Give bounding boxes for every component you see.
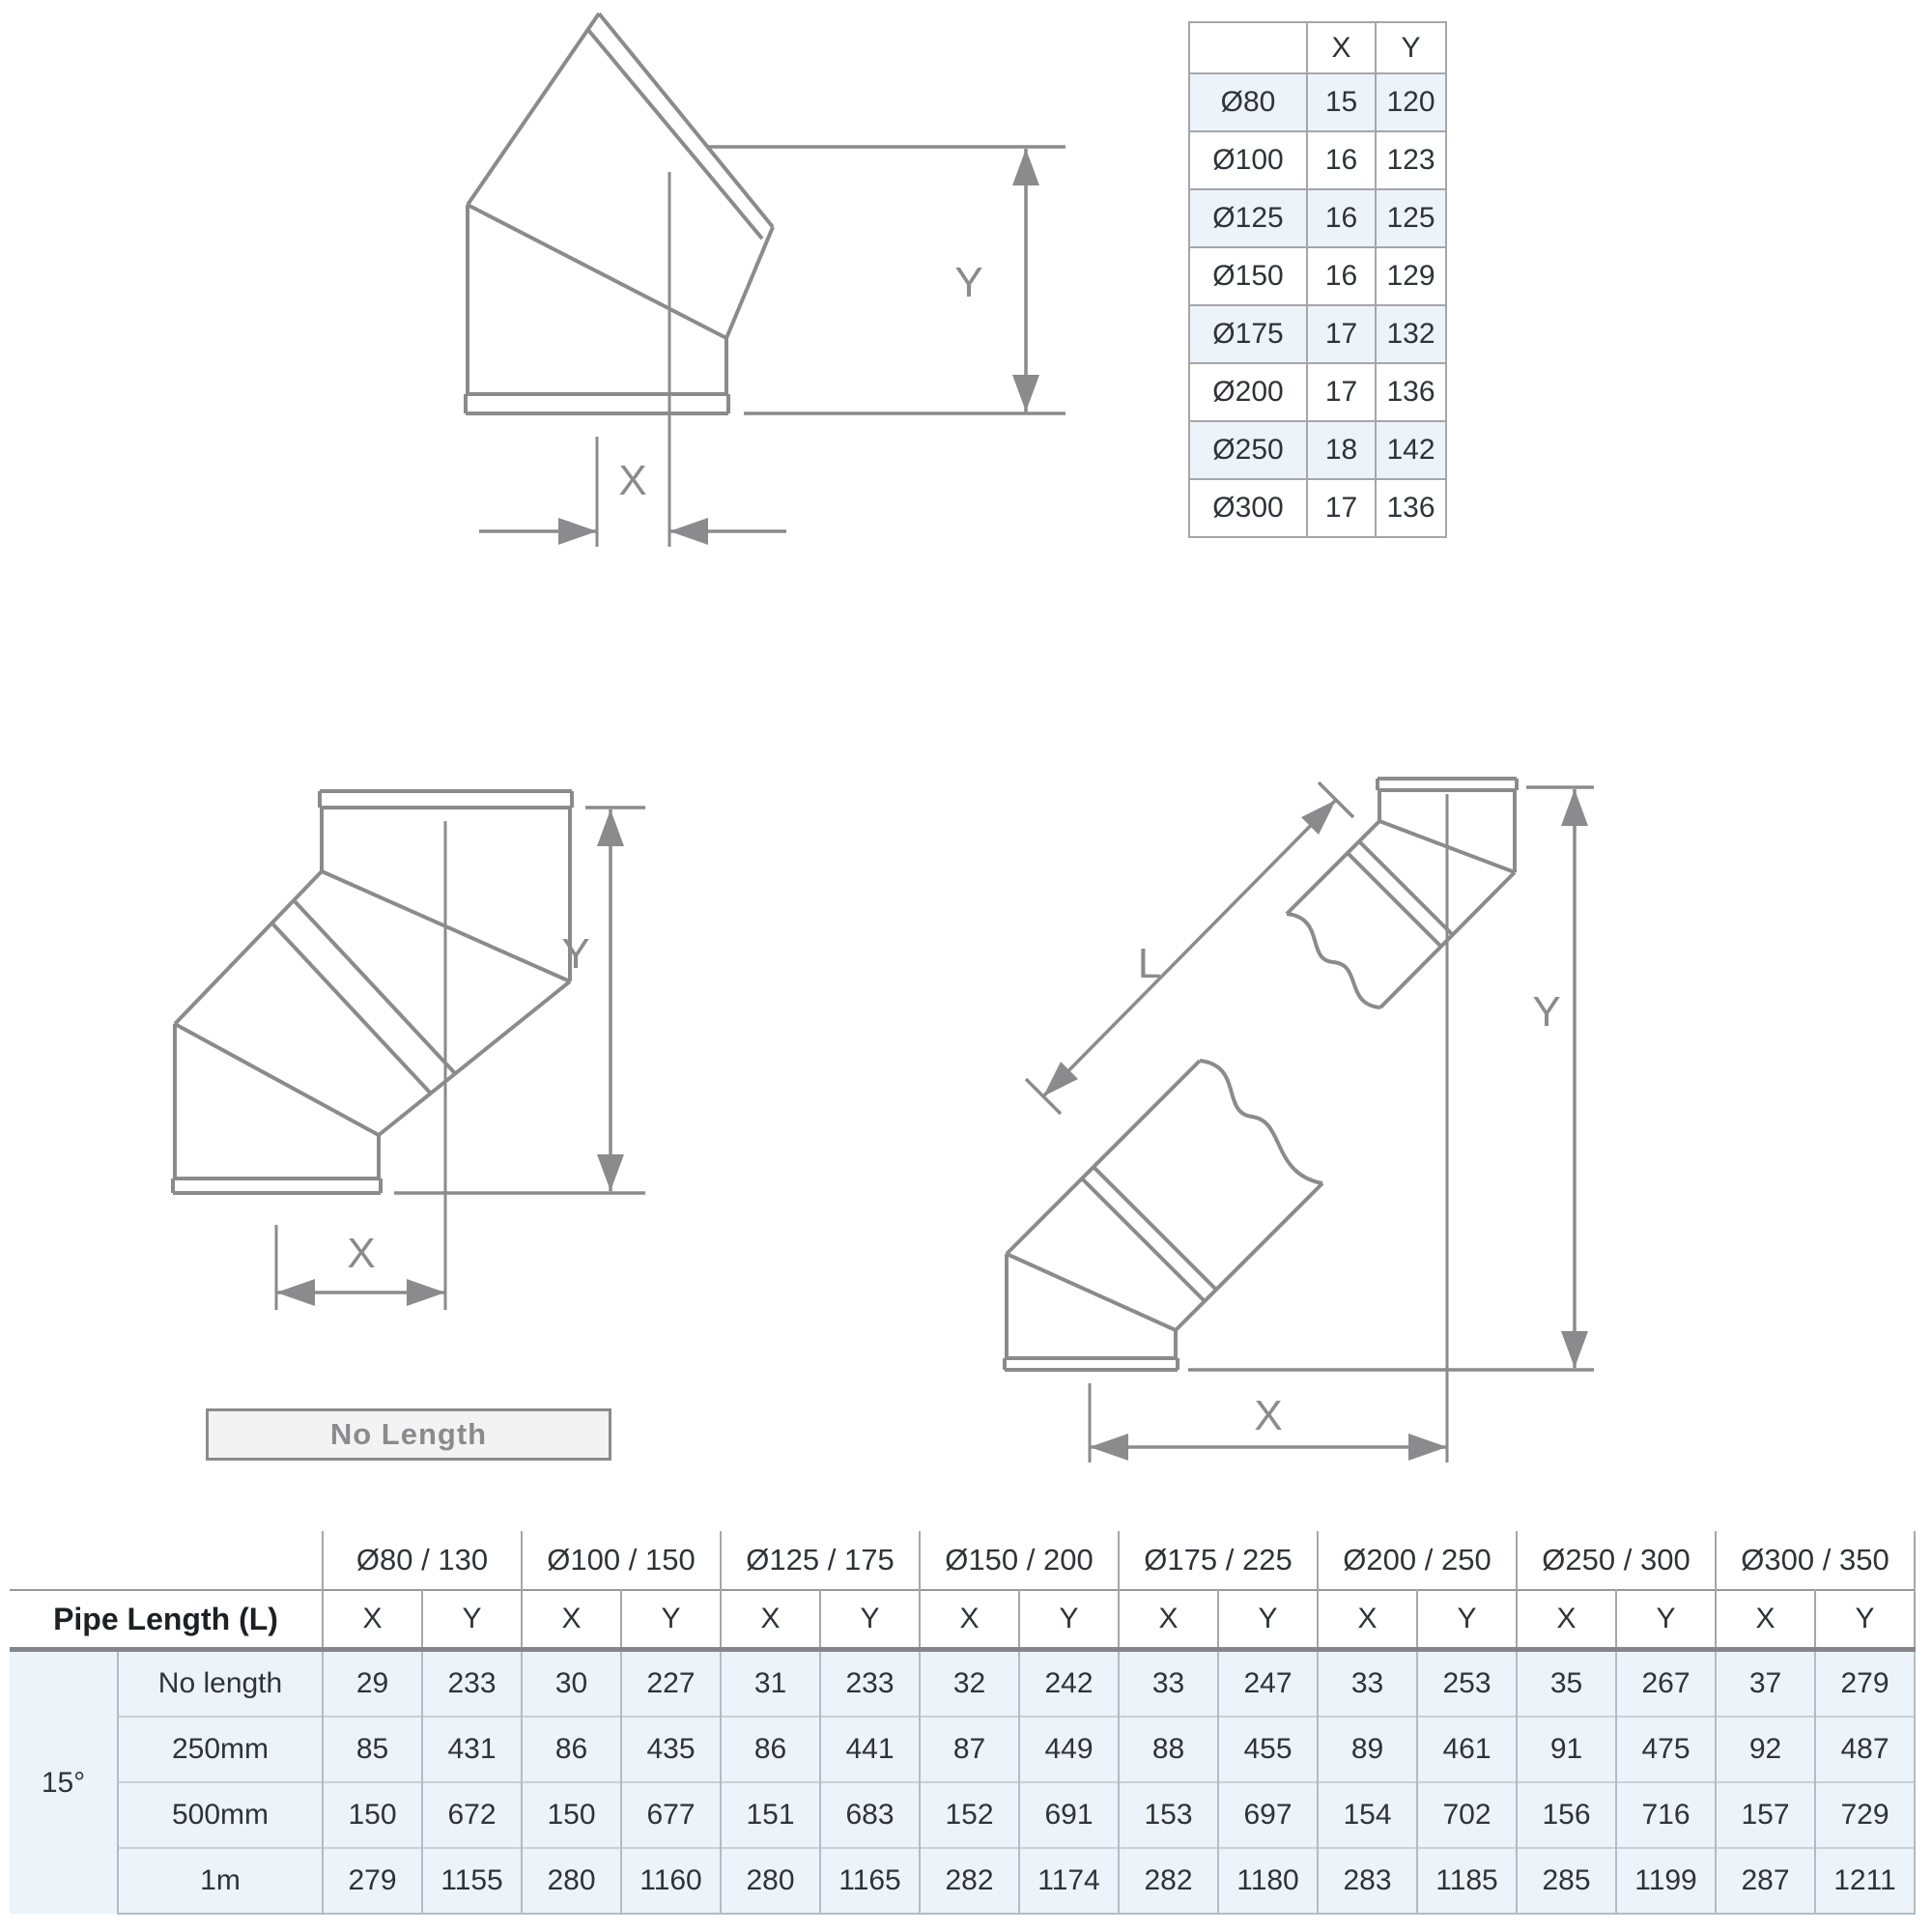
corner-cell	[1189, 22, 1307, 73]
angle-cell: 15°	[10, 1650, 118, 1915]
table-row: Ø250 18 142	[1189, 421, 1446, 479]
offset-l-pipe-lower	[1007, 1061, 1322, 1330]
arrow-up-icon	[1012, 149, 1039, 185]
dimension-label-x: X	[1254, 1392, 1283, 1439]
table-row: 250mm 85 431 86 435 86 441 87 449 88 455 89 461 91 475 92 487	[10, 1717, 1915, 1782]
elbow-body-outline	[468, 14, 773, 394]
table-row: Ø100 16 123	[1189, 131, 1446, 189]
arrow-up-icon	[597, 810, 624, 846]
arrow-right-icon	[558, 518, 597, 545]
table-row: 500mm 150 672 150 677 151 683 152 691 153 697 154 702 156 716 157 729	[10, 1782, 1915, 1848]
dimension-label-l: L	[1137, 940, 1162, 987]
no-length-badge: No Length	[206, 1408, 611, 1461]
offset-mid-section	[175, 871, 570, 1135]
dimension-label-y: Y	[1532, 988, 1561, 1036]
arrow-down-icon	[597, 1154, 624, 1191]
dimension-label-y: Y	[954, 259, 983, 306]
arrow-left-icon	[276, 1279, 315, 1306]
offset-y-dimension	[394, 808, 645, 1193]
table-row: Ø80 15 120	[1189, 73, 1446, 131]
offset-l-pipe-upper	[1287, 821, 1515, 1008]
arrow-right-icon	[1408, 1434, 1447, 1461]
pipe-length-header: Pipe Length (L)	[10, 1590, 323, 1650]
offset-l-bottom-pipe	[1005, 1254, 1178, 1370]
arrow-down-icon	[1012, 375, 1039, 412]
pipe-length-table	[10, 1531, 1916, 1915]
elbow-flange	[466, 394, 728, 413]
arrow-left-icon	[669, 518, 708, 545]
elbow-y-dimension	[707, 147, 1065, 413]
offset-no-length-drawing	[173, 791, 645, 1310]
col-header-x: X	[1307, 22, 1376, 73]
blank-cell	[10, 1531, 323, 1590]
arrow-right-icon	[407, 1279, 445, 1306]
pipe-break-symbol	[1200, 914, 1380, 1183]
table-row: Ø300 17 136	[1189, 479, 1446, 537]
dimension-label-y: Y	[561, 930, 590, 978]
table-row: 1m 279 1155 280 1160 280 1165 282 1174 282 1180 283 1185 285 1199 287 1211	[10, 1848, 1915, 1914]
offset-with-length-drawing	[1005, 779, 1594, 1463]
offset-joint-ring	[271, 901, 454, 1094]
offset-bottom-pipe	[173, 1024, 381, 1193]
elbow-drawing	[466, 14, 1065, 547]
table-row: Ø175 17 132	[1189, 305, 1446, 363]
size-dimension-table	[1188, 21, 1447, 538]
table-row: Ø150 16 129	[1189, 247, 1446, 305]
length-dimension	[1026, 782, 1353, 1114]
dimension-label-x: X	[347, 1230, 376, 1277]
table-row: 15° No length 29 233 30 227 31 233 32 242 33 247 33 253 35 267 37 279	[10, 1650, 1915, 1718]
table-row: Ø200 17 136	[1189, 363, 1446, 421]
col-header-y: Y	[1376, 22, 1446, 73]
xy-header-row: Pipe Length (L) X Y X Y X Y X Y X Y X Y X Y X Y	[10, 1590, 1915, 1650]
offset-l-joint-ring-bottom	[1082, 1167, 1216, 1301]
table-header-row	[1189, 22, 1446, 73]
diameter-header-row: Ø80 / 130 Ø100 / 150 Ø125 / 175 Ø150 / 200 Ø175 / 225 Ø200 / 250 Ø250 / 300 Ø300 / 350	[10, 1531, 1915, 1590]
offset-l-joint-ring-top	[1348, 841, 1452, 946]
arrow-down-icon	[1561, 1331, 1588, 1368]
arrow-up-icon	[1561, 789, 1588, 826]
dimension-label-x: X	[618, 457, 647, 504]
table-row: Ø125 16 125	[1189, 189, 1446, 247]
arrow-left-icon	[1090, 1434, 1128, 1461]
